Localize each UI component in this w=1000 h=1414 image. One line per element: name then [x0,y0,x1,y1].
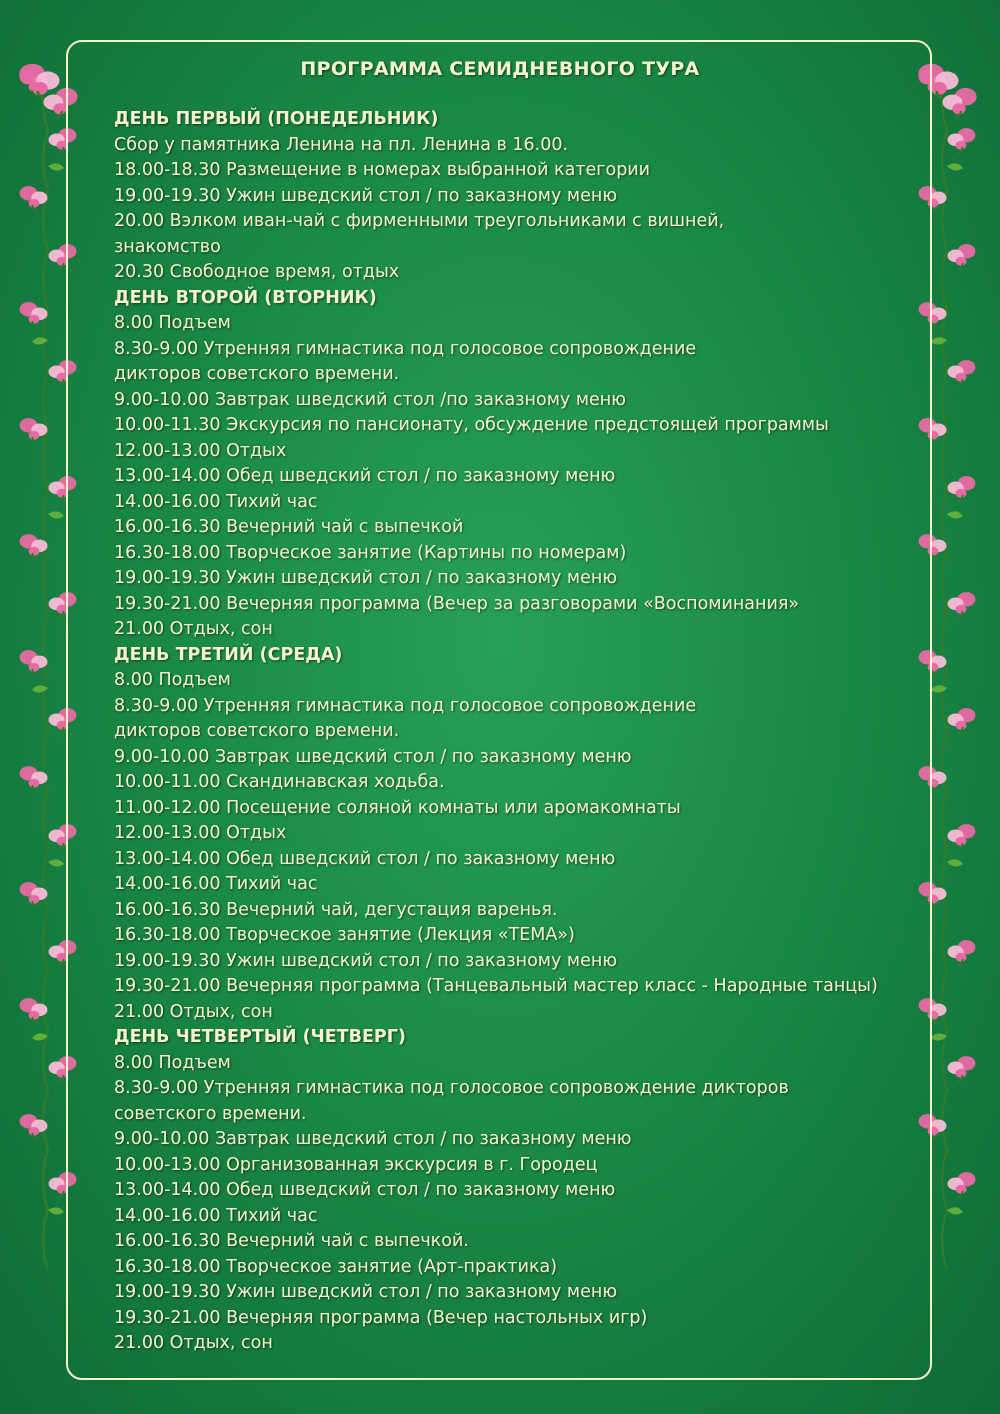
day-section [114,1025,904,1357]
day-heading: ДЕНЬ ЧЕТВЕРТЫЙ (ЧЕТВЕРГ) [114,1027,406,1047]
schedule-line: 19.00-19.30 Ужин шведский стол / по заказному меню [114,185,618,206]
day-section [114,286,904,643]
schedule-line: 16.30-18.00 Творческое занятие (Арт-практика) [114,1256,558,1277]
schedule-line: 19.00-19.30 Ужин шведский стол / по заказному меню [114,568,618,588]
schedule-line: 12.00-13.00 Отдых [114,823,287,843]
schedule-line: знакомство [114,236,221,257]
schedule-line: 16.00-16.30 Вечерний чай с выпечкой [114,517,464,537]
schedule-line: 9.00-10.00 Завтрак шведский стол / по заказному меню [114,1129,632,1149]
day-heading: ДЕНЬ ВТОРОЙ (ВТОРНИК) [114,287,377,308]
tour-program [114,107,904,1357]
schedule-line: 20.00 Вэлком иван-чай с фирменными треугольниками с вишней, [114,211,725,231]
schedule-line: 8.00 Подъем [114,670,231,690]
schedule-line: 13.00-14.00 Обед шведский стол / по заказному меню [114,848,616,869]
schedule-line: 20.30 Свободное время, отдых [114,262,400,282]
schedule-line: 21.00 Отдых, сон [114,619,273,639]
schedule-line: 10.00-11.30 Экскурсия по пансионату, обсуждение предстоящей программы [114,415,829,435]
schedule-line: 16.00-16.30 Вечерний чай с выпечкой. [114,1231,469,1251]
schedule-line: 19.30-21.00 Вечерняя программа (Вечер за разговорами «Воспоминания» [114,593,800,614]
schedule-line: 19.00-19.30 Ужин шведский стол / по заказному меню [114,950,618,971]
schedule-line: 8.30-9.00 Утренняя гимнастика под голосовое сопровождение дикторов [114,1078,789,1098]
day-section [114,107,904,286]
day-section [114,643,904,1026]
schedule-line: 16.30-18.00 Творческое занятие (Картины по номерам) [114,542,627,563]
schedule-line: 9.00-10.00 Завтрак шведский стол / по заказному меню [114,746,632,767]
schedule-line: советского времени. [114,1103,307,1124]
schedule-line: 12.00-13.00 Отдых [114,440,287,461]
schedule-line: 8.30-9.00 Утренняя гимнастика под голосовое сопровождение [114,338,697,359]
schedule-line: 19.30-21.00 Вечерняя программа (Танцевальный мастер класс - Народные танцы) [114,976,878,996]
schedule-line: 13.00-14.00 Обед шведский стол / по заказному меню [114,1180,616,1200]
schedule-line: 9.00-10.00 Завтрак шведский стол /по заказному меню [114,389,626,410]
schedule-line: 19.30-21.00 Вечерняя программа (Вечер настольных игр) [114,1307,648,1328]
schedule-line: 13.00-14.00 Обед шведский стол / по заказному меню [114,466,616,486]
day-heading: ДЕНЬ ПЕРВЫЙ (ПОНЕДЕЛЬНИК) [114,109,439,129]
schedule-line: 14.00-16.00 Тихий час [114,874,318,894]
schedule-line: 14.00-16.00 Тихий час [114,1205,318,1226]
schedule-line: 19.00-19.30 Ужин шведский стол / по заказному меню [114,1282,618,1302]
schedule-line: 8.30-9.00 Утренняя гимнастика под голосовое сопровождение [114,695,697,716]
schedule-line: 21.00 Отдых, сон [114,1333,273,1353]
day-heading: ДЕНЬ ТРЕТИЙ (СРЕДА) [114,644,343,665]
schedule-line: 16.30-18.00 Творческое занятие (Лекция «ТЕМА») [114,925,575,945]
schedule-line: 10.00-11.00 Скандинавская ходьба. [114,772,445,792]
schedule-line: 18.00-18.30 Размещение в номерах выбранной категории [114,160,651,180]
schedule-line: 14.00-16.00 Тихий час [114,491,318,512]
schedule-line: Сбор у памятника Ленина на пл. Ленина в 16.00. [114,134,569,155]
schedule-line: 11.00-12.00 Посещение соляной комнаты или аромакомнаты [114,797,681,818]
schedule-line: дикторов советского времени. [114,721,400,741]
schedule-line: 8.00 Подъем [114,313,231,333]
schedule-line: 10.00-13.00 Организованная экскурсия в г. Городец [114,1154,598,1175]
schedule-line: 16.00-16.30 Вечерний чай, дегустация варенья. [114,899,558,920]
schedule-line: 8.00 Подъем [114,1052,231,1073]
page-title: ПРОГРАММА СЕМИДНЕВНОГО ТУРА [300,58,700,80]
schedule-line: 21.00 Отдых, сон [114,1001,273,1022]
schedule-line: дикторов советского времени. [114,364,400,384]
